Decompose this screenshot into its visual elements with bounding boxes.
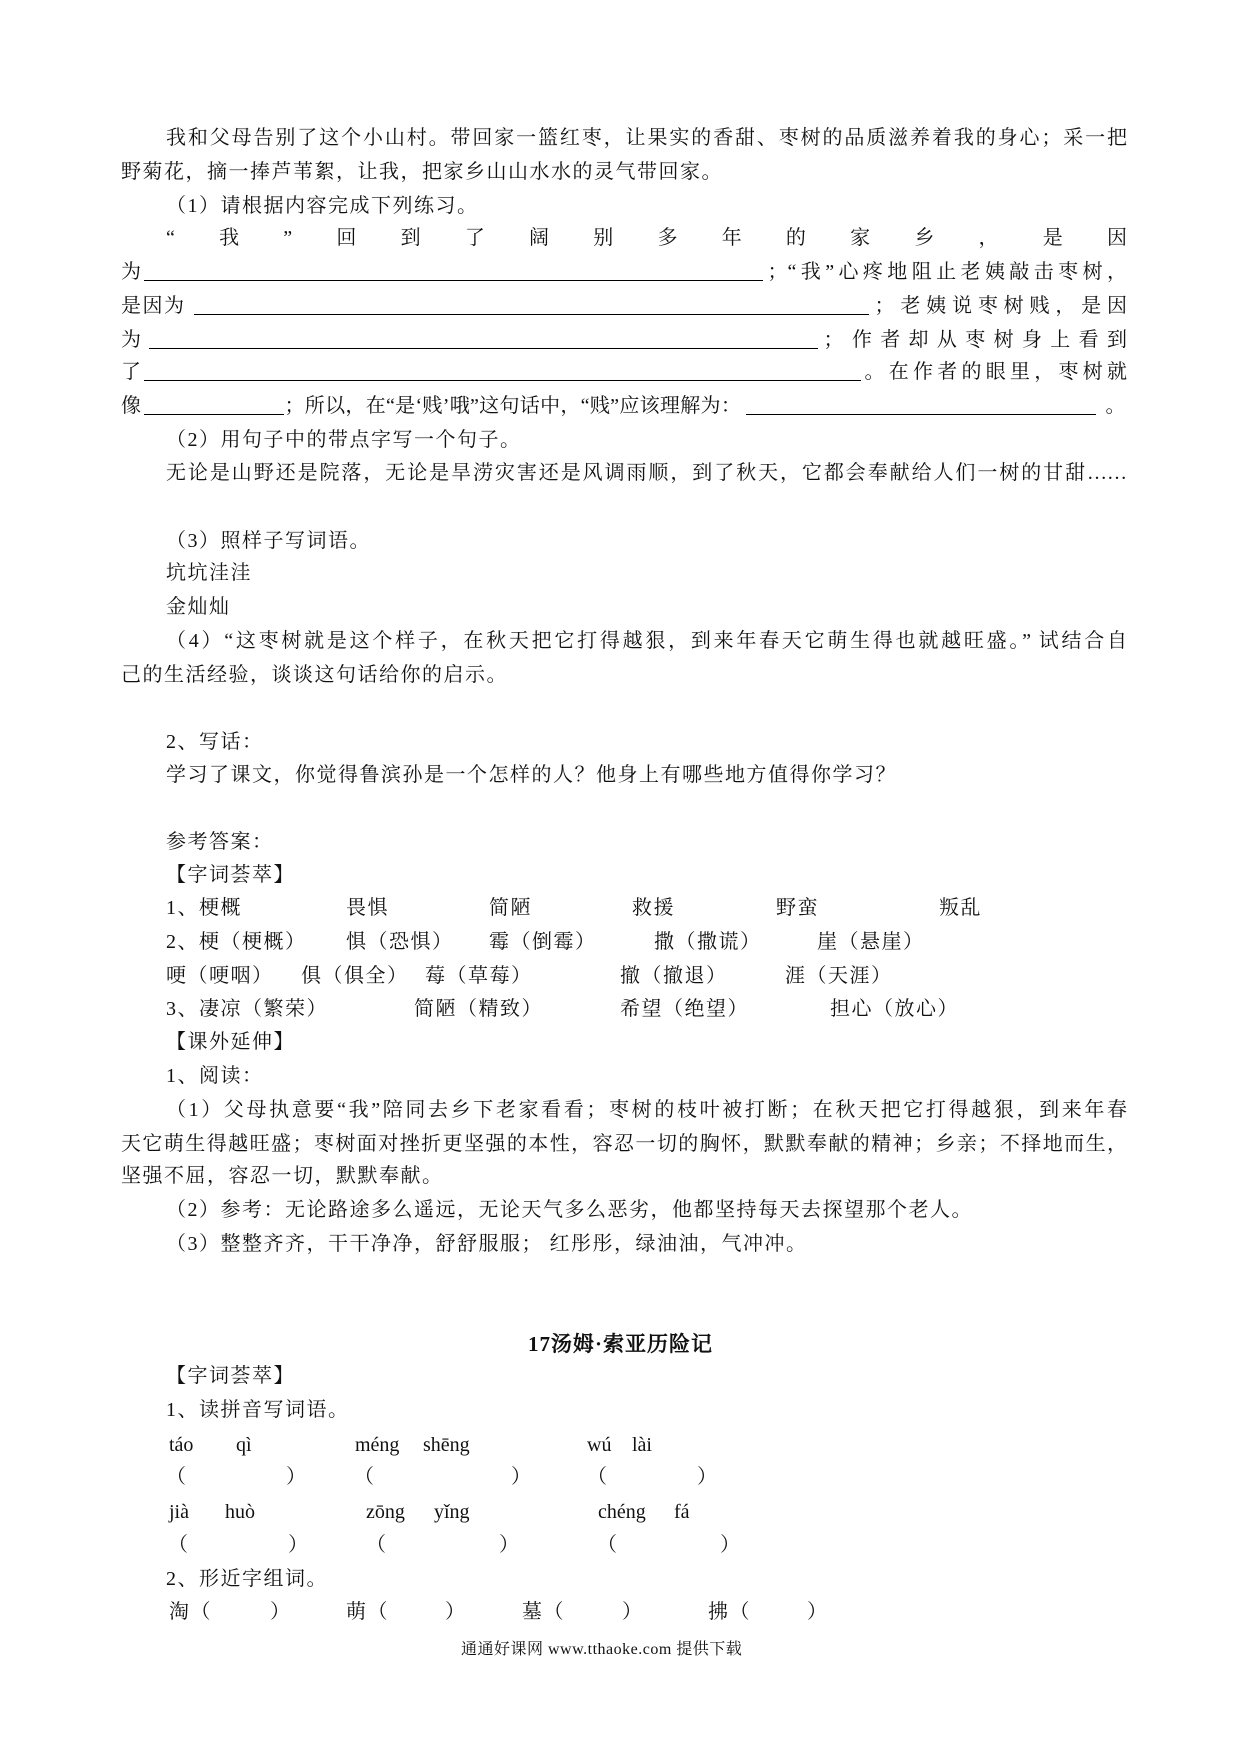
answer-word: 希望（绝望）: [620, 998, 749, 1020]
pinyin: wú: [587, 1434, 612, 1456]
answer-line: 天它萌生得越旺盛；枣树面对挫折更坚强的本性，容忍一切的胸怀，默默奉献的精神；乡亲；不择地而生，: [121, 1133, 1127, 1155]
answer-word: 野蛮: [776, 897, 819, 919]
answer-word: 霉（倒霉）: [489, 931, 597, 953]
question-1-prompt: （1）请根据内容完成下列练习。: [166, 195, 479, 217]
pinyin: táo: [169, 1434, 194, 1456]
answer-line: （1）父母执意要“我”陪同去乡下老家看看；枣树的枝叶被打断；在秋天把它打得越狠，到来年春: [166, 1099, 1127, 1121]
lesson-title: 17汤姆·索亚历险记: [528, 1332, 714, 1356]
reading-answers-heading: 1、阅读：: [166, 1065, 264, 1087]
pinyin: jià: [169, 1501, 189, 1523]
question-2-sentence: 无论是山野还是院落，无论是旱涝灾害还是风调雨顺，到了秋天，它都会奉献给人们一树的甘甜……: [166, 462, 1127, 484]
answer-word: 哽（哽咽）: [166, 965, 274, 987]
pinyin: yǐng: [434, 1501, 470, 1523]
fill-line-5: [121, 358, 1127, 386]
answer-word: 救援: [632, 897, 675, 919]
section-title: 【课外延伸】: [166, 1031, 295, 1053]
answer-word: 莓（草莓）: [425, 965, 533, 987]
similar-char: 拂（: [708, 1601, 751, 1623]
section-title: 【字词荟萃】: [166, 864, 295, 886]
section-title: 【字词荟萃】: [166, 1365, 295, 1387]
pinyin: shēng: [423, 1434, 470, 1456]
blank-close-paren: ）: [288, 1534, 310, 1556]
question-4-line: （4）“这枣树就是这个样子，在秋天把它打得越狠，到来年春天它萌生得也就越旺盛。” 试结合自: [166, 630, 1127, 652]
fill-line-text: 是因为: [121, 295, 186, 317]
blank-close-paren: ）: [286, 1466, 308, 1488]
exercise-1-heading: 1、读拼音写词语。: [166, 1399, 350, 1421]
question-3-prompt: （3）照样子写词语。: [166, 530, 371, 552]
blank-close-paren: ）: [445, 1601, 467, 1623]
blank-open-paren: （: [597, 1534, 619, 1556]
question-4-line: 己的生活经验，谈谈这句话给你的启示。: [121, 664, 508, 686]
answer-blank: [746, 392, 1095, 415]
fill-line-text: 。在作者的眼里，枣树就: [864, 361, 1127, 383]
pinyin: zōng: [366, 1501, 405, 1523]
example-word: 坑坑洼洼: [166, 562, 252, 584]
answer-blank: [149, 326, 818, 349]
blank-close-paren: ）: [720, 1534, 742, 1556]
exercise-2-heading: 2、形近字组词。: [166, 1568, 328, 1590]
pinyin: huò: [225, 1501, 255, 1523]
blank-open-paren: （: [166, 1466, 188, 1488]
fill-line-6: [121, 392, 1127, 420]
similar-char: 淘（: [169, 1601, 212, 1623]
blank-open-paren: （: [366, 1534, 388, 1556]
blank-open-paren: （: [354, 1466, 376, 1488]
blank-close-paren: ）: [511, 1466, 533, 1488]
blank-close-paren: ）: [622, 1601, 644, 1623]
fill-line-text: 像: [121, 395, 143, 417]
passage-line: 野菊花，摘一捧芦苇絮，让我，把家乡山山水水的灵气带回家。: [121, 161, 723, 183]
answer-line: （2）参考：无论路途多么遥远，无论天气多么恶劣，他都坚持每天去探望那个老人。: [166, 1199, 973, 1221]
answer-blank: [144, 358, 861, 381]
answer-word: 担心（放心）: [830, 998, 959, 1020]
fill-line-text: ；老姨说枣树贱，是因: [874, 295, 1127, 317]
answer-word: 简陋（精致）: [414, 998, 543, 1020]
blank-close-paren: ）: [697, 1466, 719, 1488]
answer-blank: [144, 392, 284, 415]
answers-heading: 参考答案：: [166, 831, 274, 853]
page-footer: 通通好课网 www.tthaoke.com 提供下载: [461, 1641, 743, 1658]
fill-line-text: 为: [121, 329, 143, 351]
writing-prompt: 学习了课文，你觉得鲁滨孙是一个怎样的人？他身上有哪些地方值得你学习？: [166, 764, 897, 786]
answer-word: 2、梗（梗概）: [166, 931, 307, 953]
pinyin: qì: [236, 1434, 252, 1456]
pinyin: méng: [355, 1434, 400, 1456]
answer-word: 畏惧: [346, 897, 389, 919]
answer-word: 俱（俱全）: [301, 965, 409, 987]
similar-char: 墓（: [522, 1601, 565, 1623]
fill-line-text: 了: [121, 361, 143, 383]
fill-line-1: “我”回到了阔别多年的家乡，是因: [166, 227, 1127, 249]
answer-word: 简陋: [489, 897, 532, 919]
answer-word: 撤（撤退）: [620, 965, 728, 987]
pinyin: lài: [632, 1434, 652, 1456]
writing-heading: 2、写话：: [166, 731, 264, 753]
answer-blank: [194, 292, 869, 315]
answer-word: 撒（撒谎）: [654, 931, 762, 953]
pinyin: fá: [674, 1501, 690, 1523]
fill-line-4: [121, 326, 1127, 354]
answer-word: 3、凄凉（繁荣）: [166, 998, 328, 1020]
question-2-prompt: （2）用句子中的带点字写一个句子。: [166, 429, 522, 451]
answer-word: 崖（悬崖）: [817, 931, 925, 953]
blank-close-paren: ）: [270, 1601, 292, 1623]
fill-line-text: 为: [121, 261, 143, 283]
blank-close-paren: ）: [807, 1601, 829, 1623]
answer-line: （3）整整齐齐，干干净净，舒舒服服； 红彤彤，绿油油，气冲冲。: [166, 1233, 808, 1255]
answer-word: 叛乱: [939, 897, 982, 919]
example-word: 金灿灿: [166, 596, 231, 618]
passage-line: 我和父母告别了这个小山村。带回家一篮红枣，让果实的香甜、枣树的品质滋养着我的身心；采一把: [166, 127, 1127, 149]
fill-line-text: 。: [1105, 395, 1127, 417]
fill-line-2: [121, 258, 1127, 286]
answer-word: 1、梗概: [166, 897, 242, 919]
blank-close-paren: ）: [499, 1534, 521, 1556]
answer-line: 坚强不屈，容忍一切，默默奉献。: [121, 1165, 444, 1187]
fill-line-text: ；所以，在“是‘贱’哦”这句话中，“贱”应该理解为：: [284, 395, 742, 417]
answer-word: 涯（天涯）: [785, 965, 893, 987]
blank-open-paren: （: [168, 1534, 190, 1556]
fill-line-text: ；“我”心疼地阻止老姨敲击枣树，: [767, 261, 1127, 283]
fill-line-text: ；作者却从枣树身上看到: [823, 329, 1127, 351]
pinyin: chéng: [598, 1501, 646, 1523]
fill-line-3: [121, 292, 1127, 320]
answer-blank: [144, 258, 763, 281]
similar-char: 萌（: [346, 1601, 389, 1623]
answer-word: 惧（恐惧）: [346, 931, 454, 953]
blank-open-paren: （: [587, 1466, 609, 1488]
